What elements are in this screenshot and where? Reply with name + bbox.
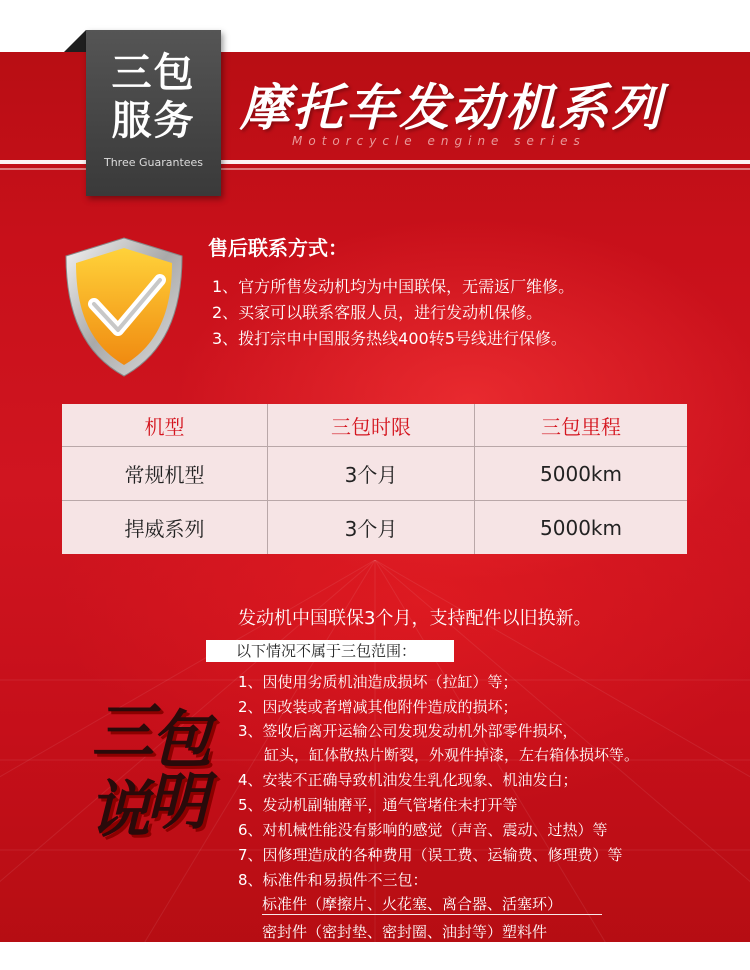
contact-item: 3、拨打宗申中国服务热线400转5号线进行保修。 (212, 329, 567, 348)
warranty-note: 发动机中国联保3个月，支持配件以旧换新。 (238, 608, 592, 629)
badge-subtitle: Three Guarantees (103, 156, 204, 169)
table-cell: 3个月 (344, 517, 398, 541)
exclusion-item: 2、因改装或者增减其他附件造成的损坏； (238, 698, 518, 716)
side-big-char: 说 (88, 773, 151, 846)
table-cell: 3个月 (344, 463, 398, 487)
page-title: 摩托车发动机系列 (240, 79, 664, 137)
table-cell: 5000km (540, 515, 622, 540)
exclusion-item: 7、因修理造成的各种费用（误工费、运输费、修理费）等 (238, 846, 623, 864)
table-header-cell: 三包时限 (331, 414, 411, 439)
exclusion-item: 密封件（密封垫、密封圈、油封等）塑料件 (262, 923, 548, 941)
underline (262, 914, 602, 915)
exclusion-item: 5、发动机副轴磨平，通气管堵住未打开等 (238, 796, 518, 814)
table-cell: 5000km (540, 461, 622, 486)
table-cell: 捍威系列 (124, 517, 205, 541)
contact-title: 售后联系方式： (208, 236, 348, 260)
contact-item: 1、官方所售发动机均为中国联保，无需返厂维修。 (212, 277, 575, 296)
badge-line2: 服务 (111, 98, 196, 144)
three-guarantees-badge (86, 30, 221, 196)
exclusion-item: 3、签收后离开运输公司发现发动机外部零件损坏， (238, 722, 578, 740)
side-big-char: 包 (150, 703, 213, 776)
side-big-char: 三 (92, 695, 155, 768)
exclusion-item: 6、对机械性能没有影响的感觉（声音、震动、过热）等 (238, 821, 608, 839)
table-header-cell: 三包里程 (541, 414, 621, 439)
exclusion-item: 1、因使用劣质机油造成损坏（拉缸）等； (238, 673, 518, 691)
exclusion-item: 4、安装不正确导致机油发生乳化现象、机油发白； (238, 771, 578, 789)
exclusion-item: 缸头，缸体散热片断裂，外观件掉漆，左右箱体损坏等。 (264, 746, 640, 764)
bottom-white-band (0, 942, 750, 970)
contact-item: 2、买家可以联系客服人员，进行发动机保修。 (212, 303, 543, 322)
exclusion-title: 以下情况不属于三包范围： (236, 642, 417, 660)
exclusion-item: 标准件（摩擦片、火花塞、离合器、活塞环） (262, 895, 563, 913)
table-cell: 常规机型 (124, 463, 205, 487)
shield-check-icon (60, 234, 188, 380)
side-big-char: 明 (146, 765, 209, 838)
page-subtitle: Motorcycle engine series (292, 134, 586, 148)
exclusion-item: 8、标准件和易损件不三包： (238, 871, 428, 889)
badge-line1: 三包 (111, 50, 196, 96)
warranty-table (62, 404, 687, 554)
badge-fold (64, 30, 86, 52)
table-header-cell: 机型 (144, 414, 185, 439)
